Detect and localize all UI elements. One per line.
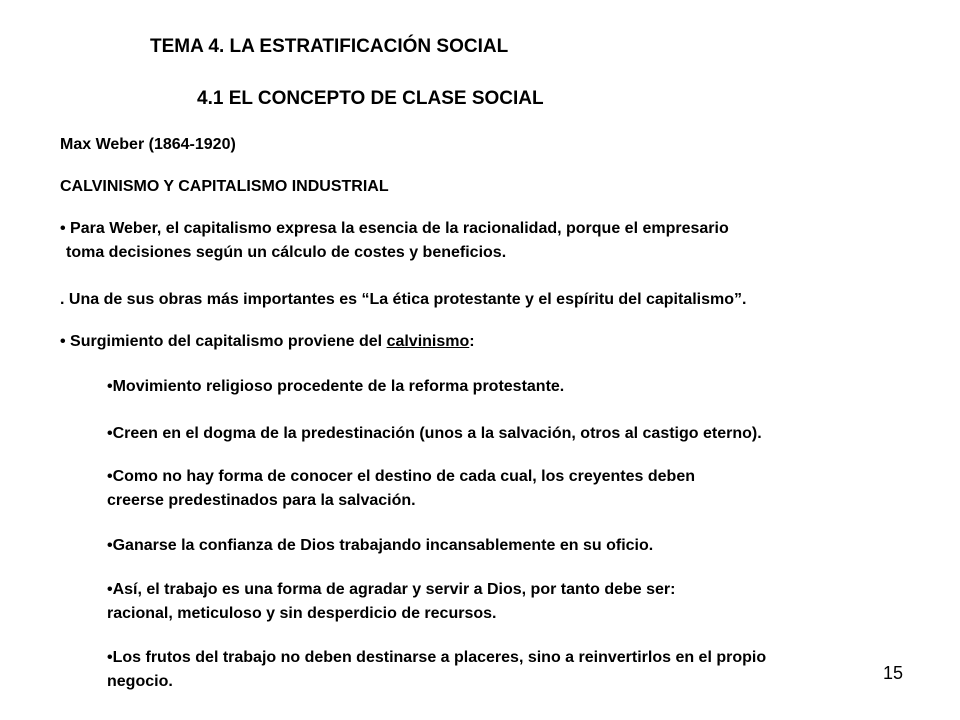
paragraph-2: . Una de sus obras más importantes es “La ética protestante y el espíritu del capitalismo”. <box>60 291 747 308</box>
paragraph-1-line-2: toma decisiones según un cálculo de costes y beneficios. <box>66 244 507 261</box>
sub-bullet-3-line-1: •Como no hay forma de conocer el destino de cada cual, los creyentes deben <box>107 468 695 485</box>
author-line: Max Weber (1864-1920) <box>60 136 236 153</box>
paragraph-3 <box>60 334 475 350</box>
page-number: 15 <box>883 663 904 683</box>
paragraph-1-line-1: • Para Weber, el capitalismo expresa la esencia de la racionalidad, porque el empresario <box>60 220 729 237</box>
slide-title: TEMA 4. LA ESTRATIFICACIÓN SOCIAL <box>150 36 509 57</box>
sub-bullet-3-line-2: creerse predestinados para la salvación. <box>107 492 416 509</box>
sub-bullet-5-line-1: •Así, el trabajo es una forma de agradar y servir a Dios, por tanto debe ser: <box>107 581 676 598</box>
sub-bullet-5-line-2: racional, meticuloso y sin desperdicio de recursos. <box>107 605 497 622</box>
slide-subtitle: 4.1 EL CONCEPTO DE CLASE SOCIAL <box>197 88 544 109</box>
sub-bullet-4: •Ganarse la confianza de Dios trabajando incansablemente en su oficio. <box>107 537 654 554</box>
paragraph-3-prefix: • Surgimiento del capitalismo proviene del <box>60 333 387 350</box>
sub-bullet-2: •Creen en el dogma de la predestinación (unos a la salvación, otros al castigo eterno). <box>107 425 762 442</box>
sub-bullet-6-line-2: negocio. <box>107 673 173 690</box>
calvinismo-term: calvinismo <box>386 333 470 350</box>
paragraph-3-suffix: : <box>469 333 475 350</box>
sub-bullet-1: •Movimiento religioso procedente de la reforma protestante. <box>107 378 565 395</box>
sub-bullet-6-line-1: •Los frutos del trabajo no deben destinarse a placeres, sino a reinvertirlos en el propio <box>107 649 767 666</box>
section-heading: CALVINISMO Y CAPITALISMO INDUSTRIAL <box>60 178 389 195</box>
